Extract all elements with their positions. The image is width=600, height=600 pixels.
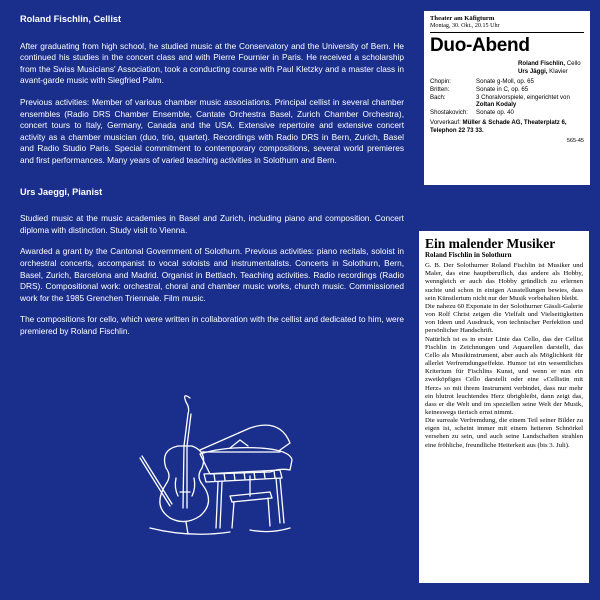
article-subtitle: Roland Fischlin in Solothurn <box>425 251 512 259</box>
article-paragraph-2: Die nahezu 60 Exponate in der Solothurner Gässli-Galerie von Rolf Christ zeigen die Vielfalt und Vielseitigkeiten von Ideen und Ausdruck, von technischer Perfektion und persönlicher Handschrift. <box>425 302 583 335</box>
article-title: Ein malender Musiker <box>425 236 556 251</box>
program-row: Shostakovich: Sonate op. 40 <box>430 108 514 116</box>
article-paragraph-3: Natürlich ist es in erster Linie das Cello, das der Cellist Fischlin in Zeichnungen und Aquarellen darstellt, das Cello als Musikinstrument, aber auch als Möglichkeit für allerlei Verfremdungseffekte. Humor ist ein wesentliches Kriterium für Fischlins Kunst, und wenn er nun ein zweiköpfiges Cello darstellt oder eine «Cellistin mit Herz» so mit ihrem Instrument verbindet, dass nur mehr ein blutrot leuchtendes Herz übrigbleibt, dann zeigt das, dass er die Welt und im speziellen seine Welt der Musik, keineswegs tierisch ernst nimmt. <box>425 335 583 416</box>
article-paragraph-4: Die surreale Verfremdung, die einem Teil seiner Bilder zu eigen ist, scheint immer mit einem heiteren Schnörkel versehen zu sein, und auch seine Landschaften strahlen eine fröhliche, freundliche Heiterkeit aus (bis 3. Juli). <box>425 417 583 449</box>
concert-title: Duo-Abend <box>430 35 530 57</box>
program-row: Chopin: Sonate g-Moll, op. 65 <box>430 78 534 86</box>
article-paragraph-1: G. B. Der Solothurner Roland Fischlin ist Musiker und Maler, das eine hauptberuflich, das andere als Hobby, wenngleich er auch das Hobby gründlich zu erlernen suchte und schon in einigen Ausstellungen bewies, dass sein Künstlertum nicht nur der Musik vorbehalten bleibt. <box>425 262 583 302</box>
urs-paragraph-1: Studied music at the music academies in Basel and Zurich, including piano and composition. Concert diploma with distinction. Study visit to Vienna. <box>20 213 404 235</box>
urs-heading: Urs Jaeggi, Pianist <box>20 186 103 197</box>
presale-info: Vorverkauf: Müller & Schade AG, Theaterplatz 6, Telephon 22 73 33. <box>430 119 567 134</box>
program-row: Zoltan Kodaly <box>476 101 517 109</box>
roland-heading: Roland Fischlin, Cellist <box>20 14 122 24</box>
concert-announcement-clipping <box>424 11 590 185</box>
urs-paragraph-3: The compositions for cello, which were written in collaboration with the cellist and dedicated to him, were premiered by Roland Fischlin. <box>20 314 404 336</box>
roland-paragraph-1: After graduating from high school, he studied music at the Conservatory and the University of Bern. He continued his studies in the concert class and with Pierre Fournier in Paris. He received a scholarship from the Swiss Musicians' Association, took a conducting course with Paul Kletzky and a master class in avant-garde music with Siegfried Palm. <box>20 40 404 86</box>
newspaper-review-clipping <box>419 231 589 583</box>
urs-paragraph-2: Awarded a grant by the Cantonal Government of Solothurn. Previous activities: piano recitals, soloist in orchestral concerts, accompanist to vocal soloists and instrumentalists. Concerts in Solothurn, Bern, Basel, Zurich, Barcelona and Madrid. Organist in Bettlach. Teaching activities. Radio recordings (Radio DRS). Compositional work: orchestral, choral and chamber music works, church music. Commissioned work for the 1985 Grenchen Triennale. Film music. <box>20 246 404 303</box>
performer-1: Roland Fischlin, Cello <box>518 60 581 68</box>
cello-piano-drawing <box>130 388 300 538</box>
ad-code: 565-45 <box>566 137 584 144</box>
roland-paragraph-2: Previous activities: Member of various chamber music associations. Principal cellist in several chamber ensembles (Radio DRS Chamber Ensemble, Cantate Orchestra Basel, Zurich Chamber Orchestra), concert tours to Italy, Germany, Canada and the USA. Extensive repertoire and extensive concert activity as a chamber musician (duo, trio, quartet). Recordings with Radio DRS in Bern, Zurich, Basel and Radio Studio Paris. Special commitment to contemporary compositions, several world premieres and first performances. Many years of varied teaching activities in Solothurn and Bern. <box>20 96 404 165</box>
venue-name: Theater am Käfigturm <box>430 15 495 22</box>
program-row: Bach: 3 Choralvorspiele, eingerichtet von <box>430 93 570 101</box>
performer-2: Urs Jäggi, Klavier <box>518 67 568 75</box>
concert-date: Montag, 30. Okt., 20.15 Uhr <box>430 22 500 29</box>
biography-column <box>20 14 404 347</box>
program-row: Britten: Sonate in C, op. 65 <box>430 85 529 93</box>
divider <box>430 32 584 33</box>
